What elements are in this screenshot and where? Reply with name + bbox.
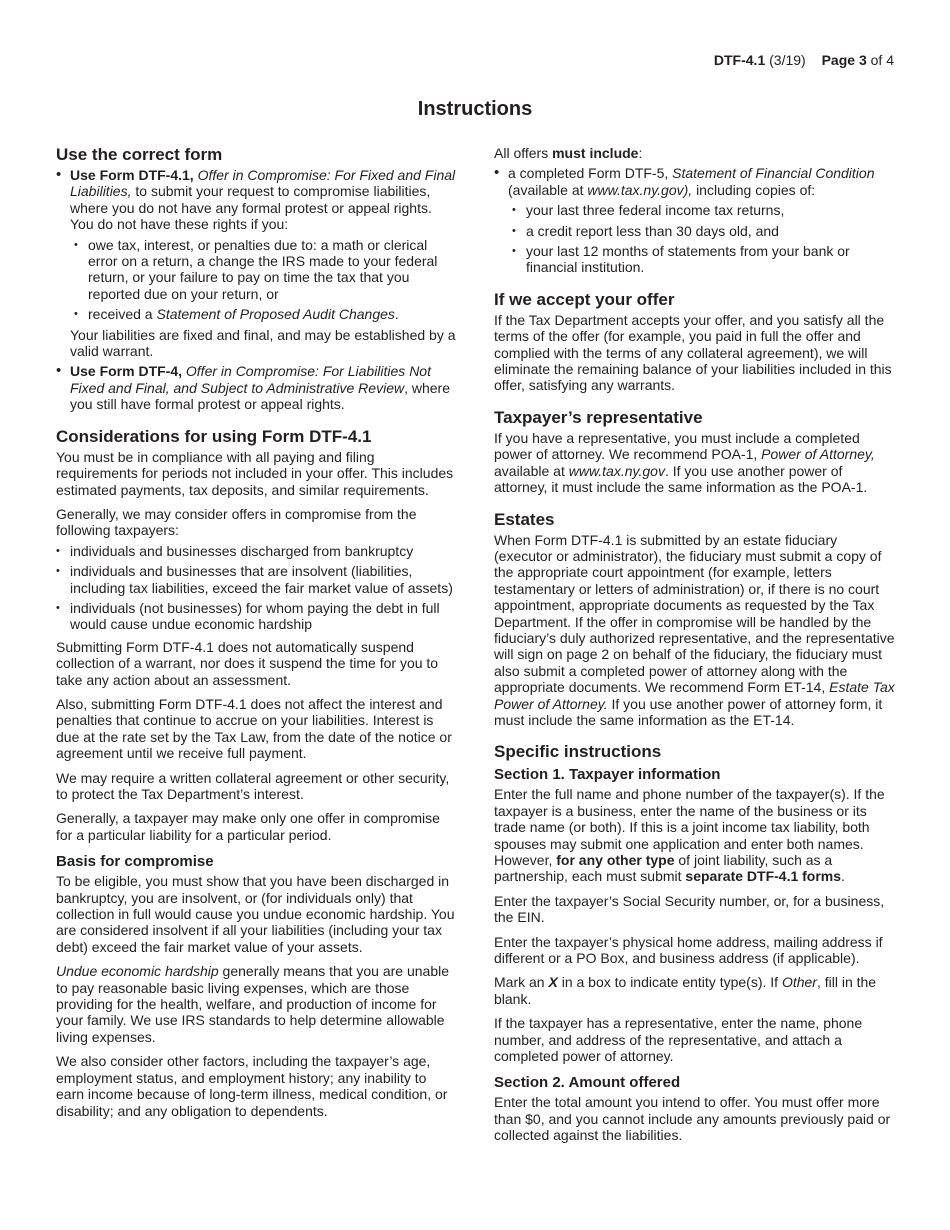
heading-considerations: Considerations for using Form DTF-4.1 <box>56 426 372 446</box>
paragraph: We also consider other factors, including the taxpayer’s age, employment status, and employment history; any inability to earn income because of long-term illness, medical condition, or disability; and any obligation to dependents. <box>56 1053 448 1119</box>
paragraph: Enter the full name and phone number of the taxpayer(s). If the taxpayer is a business, enter the name of the business or its trade name (or both). If this is a joint income tax liability, both spouses may submit one application and enter both names. However, for any other type of joint liability, such as a partnership, each must submit separate DTF-4.1 forms. <box>494 786 885 885</box>
list-item: • individuals (not businesses) for whom paying the debt in full would cause undue economic hardship <box>56 600 458 633</box>
form-choice-list <box>56 167 458 413</box>
copies-sublist <box>508 202 896 276</box>
list-item: • your last three federal income tax returns, <box>508 202 896 218</box>
paragraph: To be eligible, you must show that you have been discharged in bankruptcy, you are insolvent, or (for individuals only) that collection in full would cause you undue economic hardship. You are considered insolvent if all your liabilities (including your tax debt) exceed the fair market value of your assets. <box>56 873 455 955</box>
paragraph: You must be in compliance with all paying and filing requirements for periods not included in your offer. This includes estimated payments, tax deposits, and similar requirements. <box>56 448 454 498</box>
page-title: Instructions <box>417 98 533 120</box>
heading-section-2: Section 2. Amount offered <box>494 1074 681 1092</box>
paragraph: If you have a representative, you must include a completed power of attorney. We recommend POA-1, Power of Attorney, available at www.tax.ny.gov. If you use another power of attorney, it must include the same information as the POA-1. <box>494 429 875 496</box>
paragraph: Your liabilities are fixed and final, and may be established by a valid warrant. <box>70 326 456 360</box>
page-number: 3 <box>858 52 867 68</box>
paragraph: Generally, we may consider offers in compromise from the following taxpayers: <box>56 505 417 539</box>
form-id: DTF-4.1 <box>713 52 766 68</box>
heading-specific-instructions: Specific instructions <box>494 742 662 762</box>
paragraph: Mark an X in a box to indicate entity type(s). If Other, fill in the blank. <box>494 974 877 1007</box>
heading-section-1: Section 1. Taxpayer information <box>494 766 721 784</box>
heading-use-correct-form: Use the correct form <box>56 145 223 164</box>
list-item: • individuals and businesses discharged from bankruptcy <box>56 543 458 559</box>
heading-accept-offer: If we accept your offer <box>494 289 675 309</box>
paragraph: We may require a written collateral agreement or other security, to protect the Tax Department’s interest. <box>56 769 450 802</box>
list-item: • owe tax, interest, or penalties due to: a math or clerical error on a return, a change the IRS made to your federal return, or your failure to pay on time the tax that you reported due on your return, or <box>70 237 458 303</box>
page-label: Page <box>821 52 856 68</box>
paragraph: Enter the taxpayer’s physical home address, mailing address if different or a PO Box, and business address (if applicable). <box>494 933 883 967</box>
paragraph: If the Tax Department accepts your offer, and you satisfy all the terms of the offer (for example, you paid in full the offer and complied with the terms of any collateral agreement), we will eliminate the remaining balance of your liabilities included in this offer, satisfying any warrants. <box>494 311 892 394</box>
paragraph: Enter the total amount you intend to offer. You must offer more than $0, and you cannot include any amounts previously paid or collected against the liabilities. <box>494 1094 891 1144</box>
page-header <box>714 52 894 68</box>
list-item: • Use Form DTF-4.1, Offer in Compromise: For Fixed and Final Liabilities, to submit your request to compromise liabilities, where you do not have any formal protest or appeal rights. You do not have these rights if you: • owe tax, interest, or penalties due to: a math or clerical error on a return, a change the IRS made to your federal return, or your failure to pay on time the tax that you reported due on your return, or • received a Statement of Proposed Audit Changes. Your liabilities are fixed and final, and may be established by a valid warrant. <box>56 167 458 359</box>
rights-sublist <box>70 237 458 323</box>
paragraph: Submitting Form DTF-4.1 does not automatically suspend collection of a warrant, nor does it suspend the time for you to take any action about an assessment. <box>56 638 439 688</box>
paragraph: Undue economic hardship generally means that you are unable to pay reasonable basic living expenses, which are those providing for the health, welfare, and production of income for your family. We use IRS standards to help determine allowable living expenses. <box>56 963 450 1045</box>
list-item: • a completed Form DTF-5, Statement of Financial Condition (available at www.tax.ny.gov), including copies of: • your last three federal income tax returns, • a credit report less than 30 days old, and • your last 12 months of statements from your bank or financial institution. <box>494 165 896 275</box>
taxpayer-list <box>56 543 458 633</box>
paragraph: Also, submitting Form DTF-4.1 does not affect the interest and penalties that continue to accrue on your liabilities. Interest is due at the rate set by the Tax Law, from the date of the notice or agreement until we receive full payment. <box>56 695 452 762</box>
list-item: • a credit report less than 30 days old, and <box>508 223 896 239</box>
paragraph: When Form DTF-4.1 is submitted by an estate fiduciary (executor or administrator), the fiduciary must submit a copy of the appropriate court appointment (for example, letters testamentary or letters of administration) or, if there is no court appointment, appropriate documents as requested by the Tax Department. If the offer in compromise will be handled by the fiduciary’s duly authorized representative, and the representative will sign on page 2 on behalf of the fiduciary, the fiduciary must also submit a completed power of attorney along with the appropriate documents. We recommend Form ET-14, Estate Tax Power of Attorney. If you use another power of attorney form, it must include the same information as the ET-14. <box>494 531 895 728</box>
page-of: of 4 <box>870 52 894 68</box>
list-item: • Use Form DTF-4, Offer in Compromise: For Liabilities Not Fixed and Final, and Subject to Administrative Review, where you still have formal protest or appeal rights. <box>56 363 458 412</box>
form-date: (3/19) <box>769 52 806 68</box>
heading-basis-compromise: Basis for compromise <box>56 853 214 871</box>
offers-list <box>494 165 896 275</box>
paragraph: Enter the taxpayer’s Social Security number, or, for a business, the EIN. <box>494 892 885 926</box>
paragraph: All offers must include: <box>494 145 643 161</box>
paragraph: Generally, a taxpayer may make only one offer in compromise for a particular liability for a particular period. <box>56 810 440 843</box>
list-item: • your last 12 months of statements from your bank or financial institution. <box>508 243 896 276</box>
list-item: • individuals and businesses that are insolvent (liabilities, including tax liabilities, exceed the fair market value of assets) <box>56 563 458 596</box>
paragraph: If the taxpayer has a representative, enter the name, phone number, and address of the representative, and attach a completed power of attorney. <box>494 1015 863 1065</box>
right-column <box>494 145 896 1152</box>
list-item: • received a Statement of Proposed Audit Changes. <box>70 306 458 322</box>
heading-taxpayer-representative: Taxpayer’s representative <box>494 407 703 427</box>
heading-estates: Estates <box>494 509 555 529</box>
left-column <box>56 145 458 1127</box>
